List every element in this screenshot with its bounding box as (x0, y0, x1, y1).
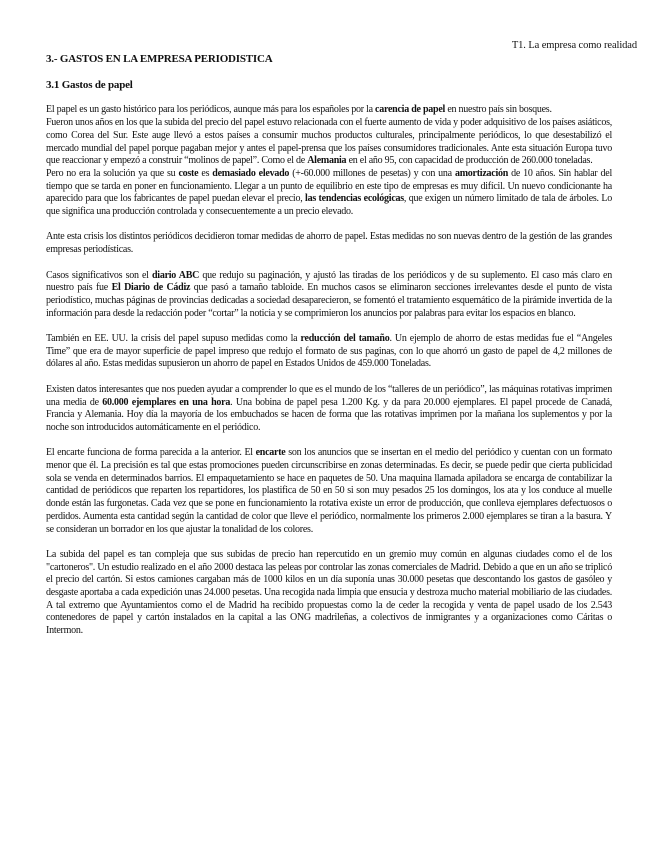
paragraph (46, 333, 612, 371)
text-run: La subida del papel es tan compleja que sus subidas de precio han repercutido en un gremio muy común en algunas ciudades como el de los "cartoneros". Un estudio realizado en el año 2000 destaca las peleas por controlar las zonas comerciales de Madrid. Debido a que en un año se triplicó el precio del cartón. Si estos camiones cargaban más de 1000 kilos en un día suponía unas 30.000 pesetas que descontando los gastos de gasóleo y desgaste aportaba a cada expedición unas 24.000 pesetas. Una recogida nada limpia que ensucia y destroza mucho material mobiliario de las ciudades. A tal extremo que Ayuntamientos como el de Madrid ha recibido propuestas como la de ceder la recogida y venta de papel usado de los 2.543 contenedores de papel y cartón instalados en la capital a las ONG madrileñas, a colectivos de inmigrantes y a organizaciones como Cáritas o Intermon. (46, 548, 612, 637)
paragraph (46, 117, 612, 168)
paragraph (46, 104, 612, 117)
text-run: , que exigen un número limitado de tala de árboles. Lo que significa una producción controlada y consecuentemente a un precio elevado. (46, 193, 612, 218)
text-run: (+-60.000 millones de pesetas) y con una (289, 167, 455, 179)
document-body (46, 53, 612, 638)
bold-text: El Diario de Cádiz (111, 282, 191, 294)
text-run: Pero no era la solución ya que su (46, 167, 179, 179)
paragraph (46, 270, 612, 321)
paragraph (46, 168, 612, 219)
paragraph-list (46, 104, 612, 637)
text-run: . Un ejemplo de ahorro de estas medidas fue el “Angeles Time” que era de mayor superficie de papel impreso que redujo el formato de sus paginas, con lo que ahorró un gasto de papel de 4,2 millones de dólares al año. Estas medidas supusieron un ahorro de papel en Estados Unidos de 459.000 Toneladas. (46, 333, 613, 370)
text-run: que pasó a tamaño tabloide. En muchos casos se eliminaron secciones irrelevantes desde el punto de vista periodístico, muchas páginas de provincias dedicadas a sociedad desaparecieron, se fomentó el tratamiento esquemático de la pirámide invertida de la información para desde la redacción poder “cortar” la noticia y se comprimieron los anuncios por palabras para evitar los espacios en blanco. (46, 282, 612, 319)
text-run: en el año 95, con capacidad de producción de 260.000 toneladas. (346, 155, 593, 167)
text-run: Casos significativos son el (46, 269, 152, 281)
bold-text: encarte (255, 447, 286, 459)
text-run: Existen datos interesantes que nos pueden ayudar a comprender lo que es el mundo de los “talleres de un periódico”, las máquinas rotativas imprimen una media de (46, 383, 612, 408)
paragraph (46, 447, 612, 536)
bold-text: Alemania (307, 155, 347, 167)
paragraph (46, 384, 612, 435)
section-title: 3.- GASTOS EN LA EMPRESA PERIODISTICA (46, 53, 273, 65)
text-run: es (198, 167, 213, 179)
text-run: de 10 años. Sin hablar del tiempo que se tarda en poner en funcionamiento. Llegar a un punto de equilibrio en este tipo de empresas es muy difícil. Un nuevo condicionante ha aparecido para que los fabricantes de papel puedan elevar el precio, (46, 167, 613, 205)
bold-text: carencia de papel (375, 104, 446, 116)
paragraph (46, 549, 612, 638)
bold-text: las tendencias ecológicas (305, 193, 404, 205)
text-run: Ante esta crisis los distintos periódicos decidieron tomar medidas de ahorro de papel. Estas medidas no son nuevas dentro de la gestión de las grandes empresas periodísticas. (46, 231, 612, 256)
text-run: El encarte funciona de forma parecida a la anterior. El (46, 447, 256, 459)
bold-text: diario ABC (152, 269, 200, 281)
running-header: T1. La empresa como realidad (511, 40, 637, 51)
subsection-title: 3.1 Gastos de papel (46, 78, 133, 91)
text-run: en nuestro país sin bosques. (445, 104, 552, 116)
text-run: son los anuncios que se insertan en el medio del periódico y cuentan con un formato menor que él. La precisión es tal que estas promociones pueden circunscribirse en zonas determinadas. Es decir, se puede pedir que cierta publicidad sola se venda en determinados barrios. El empaquetamiento se hace en paquetes de 50. Una maquina llamada apiladora se encarga de contabilizar la cantidad de periódicos que reparten los repartidores, los plastifica de 50 en 50 si son muy pesados 25 los domingos, los ata y los conduce al muelle donde están las furgonetas. Cada vez que se pone en funcionamiento la rotativa existe un error de producción, que conlleva ejemplares defectuosos o perdidos. Aumenta esta cantidad según la cantidad de color que lleve el periódico, normalmente los primeros 2.000 ejemplares se tiran a la basura. Y se consideran un borrador en los que ajustar la tonalidad de los colores. (46, 447, 612, 535)
paragraph (46, 231, 612, 256)
text-run: También en EE. UU. la crisis del papel supuso medidas como la (46, 333, 301, 345)
text-run: que redujo su paginación, y ajustó las tiradas de los periódicos y de su suplemento. El caso más claro en nuestro país fue (46, 269, 612, 294)
text-run: Fueron unos años en los que la subida del precio del papel estuvo relacionada con el fuerte aumento de vida y poder adquisitivo de los países asiáticos, como Corea del Sur. Este auge llevó a estos países a consumir muchos productos culturales, principalmente periódicos, lo que desestabilizó el mercado mundial del papel porque pagaban mejor y antes el papel-prensa que los países consumidores tradicionales. Ante esta situación Europa tuvo que reaccionar y empezó a construir “molinos de papel”. Como el de (46, 117, 612, 167)
bold-text: coste (178, 167, 199, 179)
bold-text: 60.000 ejemplares en una hora (102, 396, 231, 408)
bold-text: reducción del tamaño (300, 333, 390, 345)
bold-text: demasiado elevado (212, 167, 290, 179)
text-run: . Una bobina de papel pesa 1.200 Kg. y da para 20.000 ejemplares. El papel procede de Canadá, Francia y Alemania. Hoy día la mayoría de los embuchados se hacen de forma que las rotativas imprimen por la mañana los suplementos y por la noche son introducidos automáticamente en el periódico. (46, 396, 613, 433)
text-run: El papel es un gasto histórico para los periódicos, aunque más para los españoles por la (46, 104, 376, 116)
bold-text: amortización (454, 167, 509, 179)
